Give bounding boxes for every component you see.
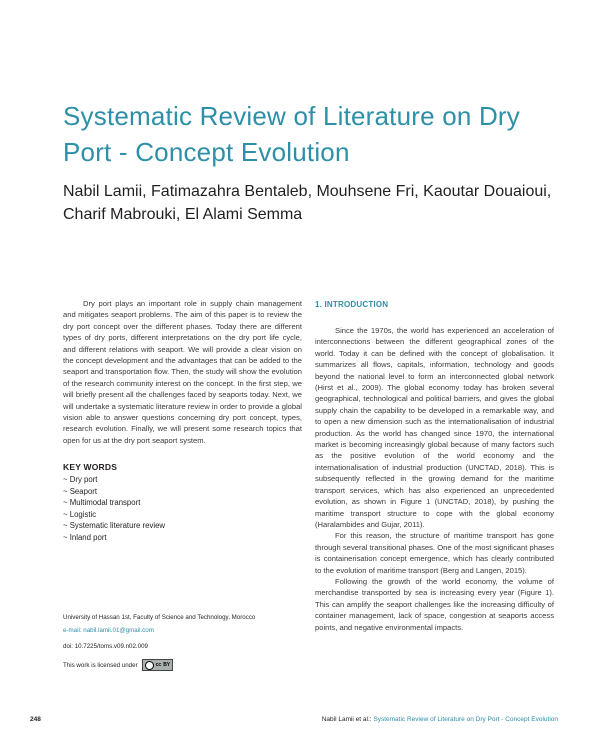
introduction-body [315, 325, 554, 633]
body-paragraph: Since the 1970s, the world has experienced an acceleration of interconnections between the different geographical zones of the world. Today it can be defined with the concept of globalisation. It summarizes all flows, capitals, information, technology and goods beyond the national level to form an interconnected global network (Hirst et al., 2009). The global economy today has broken several geographical, technological and political barriers, and gives the global supply chain the capability to be developed in a remarkable way, and to open a new dimension such as the internationalisation of industrial production. As the world has changed since 1970, the international market is becoming increasingly global because of many factors such as the positive evolution of the world economy and the internationalisation of industrial production (UNCTAD, 2018). This is subsequently reflected in the growing demand for the maritime transport services, which has also experienced an unprecedented evolution, as shown in Figure 1 (UNCTAD, 2018), by pushing the maritime transport structure to cope with the global economy (Haralambides and Gujar, 2011). [315, 326, 554, 529]
paper-title: Systematic Review of Literature on Dry Port - Concept Evolution [63, 101, 520, 167]
badge-by-label: BY [163, 662, 171, 668]
page-number: 248 [30, 716, 41, 723]
running-footer [322, 716, 558, 723]
body-paragraph: Following the growth of the world economy, the volume of merchandise transported by sea is increasing every year (Figure 1). This can amplify the seaport challenges like the increasing difficulty of container management, lack of space, congestion at seaports access points, and negative environmental impacts. [315, 576, 554, 632]
affiliation: University of Hassan 1st, Faculty of Science and Technology, Morocco [63, 614, 256, 621]
email-link[interactable]: e-mail: nabil.lamii.01@gmail.com [63, 627, 154, 634]
keyword-item: ~ Inland port [63, 532, 165, 544]
author-list: Nabil Lamii, Fatimazahra Bentaleb, Mouhsene Fri, Kaoutar Douaioui, Charif Mabrouki, El Alami Semma [63, 183, 552, 223]
abstract: Dry port plays an important role in supply chain management and mitigates seaport problems. The aim of this paper is to review the dry port concept over the different phases. Today there are different types of dry ports, different interpretations on the dry port life cycle, and different relations with seaport. We will provide a clear vision on the concept development and the advantages that can be added to the seaport and transportation flow. Then, the study will show the evolution of the research community interest on the concept. In the first step, we will briefly present all the challenges faced by seaports today. Next, we will undertake a systematic literature review in order to provide a global vision able to answer questions concerning dry port concept, types, research evolution. Finally, we will present some research topics that open for us at the dry port seaport system. [63, 299, 302, 445]
body-paragraph: For this reason, the structure of maritime transport has gone through several transitional phases. One of the most significant phases is containerisation concept emergence, which has clearly contributed to the evolution of maritime transport (Berg and Langen, 2015). [315, 531, 554, 575]
keyword-item: ~ Logistic [63, 509, 165, 521]
keywords-list [63, 474, 165, 543]
running-title: Systematic Review of Literature on Dry Port - Concept Evolution [373, 716, 558, 723]
running-authors: Nabil Lamii et al.: [321, 716, 374, 723]
keyword-item: ~ Multimodal transport [63, 497, 165, 509]
license-text: This work is licensed under [63, 661, 138, 669]
cc-by-license-badge[interactable] [142, 659, 174, 671]
keyword-item: ~ Dry port [63, 474, 165, 486]
keywords-heading: KEY WORDS [63, 462, 118, 472]
cc-icon [145, 661, 154, 670]
license-line [63, 659, 173, 671]
badge-cc-label: cc [155, 662, 162, 668]
keyword-item: ~ Seaport [63, 486, 165, 498]
section-heading: 1. INTRODUCTION [315, 300, 389, 309]
keyword-item: ~ Systematic literature review [63, 520, 165, 532]
doi-link[interactable]: doi: 10.7225/toms.v09.n02.009 [63, 643, 148, 650]
